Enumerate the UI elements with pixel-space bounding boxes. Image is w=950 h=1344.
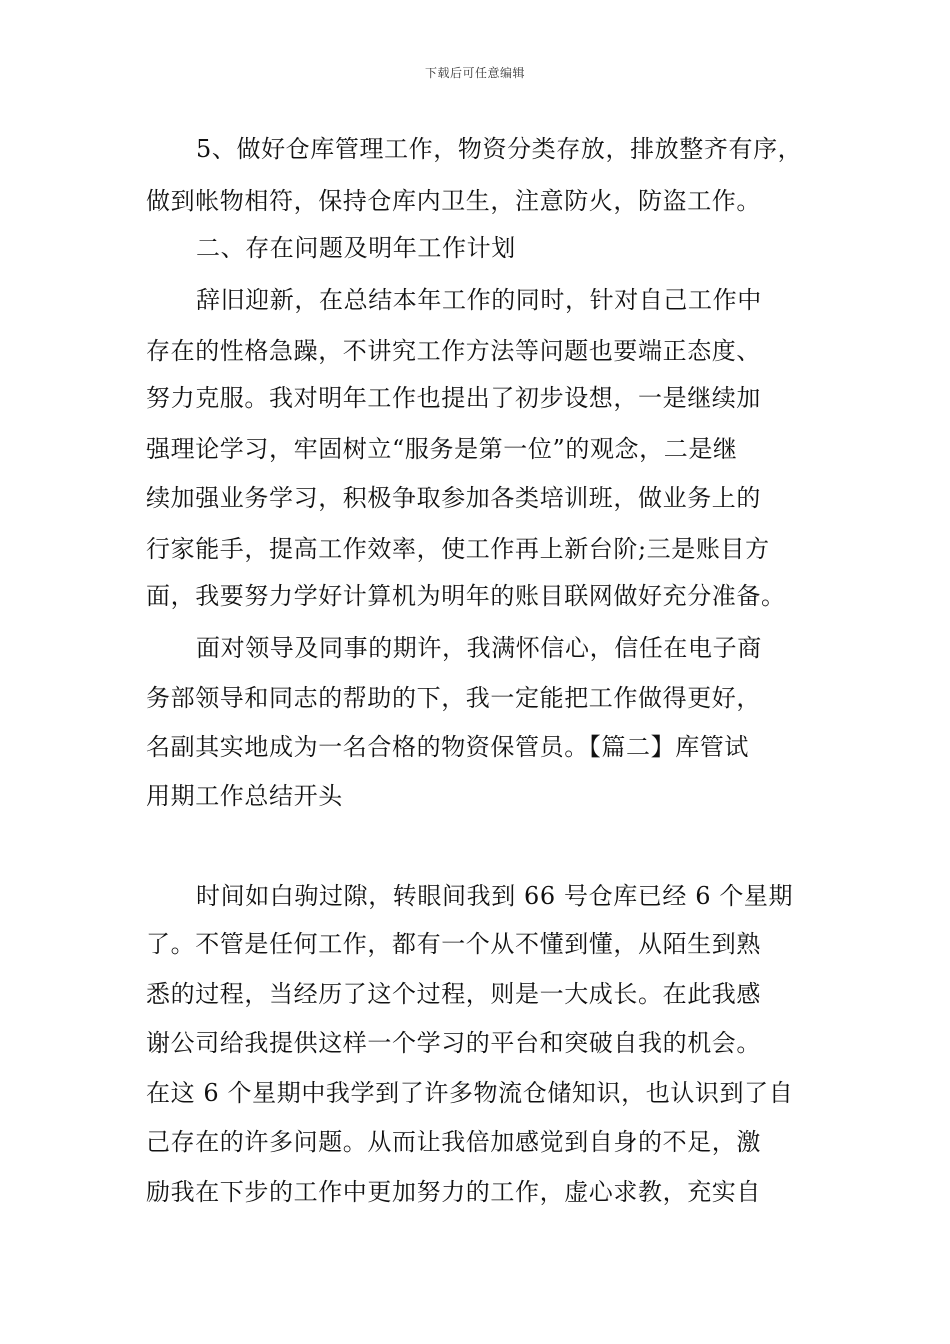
header-note: 下载后可任意编辑 xyxy=(424,66,525,80)
text-line: 做到帐物相符，保持仓库内卫生，注意防火，防盗工作。 xyxy=(146,187,761,215)
text-line: 了。不管是任何工作，都有一个从不懂到懂，从陌生到熟 xyxy=(146,930,761,958)
text-line: 在这 6 个星期中我学到了许多物流仓储知识，也认识到了自 xyxy=(146,1079,794,1107)
text-line: 面对领导及同事的期许，我满怀信心，信任在电子商 xyxy=(196,634,762,662)
text-line: 名副其实地成为一名合格的物资保管员。【篇二】库管试 xyxy=(146,733,749,761)
text-line: 5、做好仓库管理工作，物资分类存放，排放整齐有序， xyxy=(196,135,803,163)
text-line: 辞旧迎新，在总结本年工作的同时，针对自己工作中 xyxy=(196,286,762,314)
text-line: 强理论学习，牢固树立“服务是第一位”的观念，二是继 xyxy=(146,435,738,463)
text-line: 励我在下步的工作中更加努力的工作，虚心求教，充实自 xyxy=(146,1178,761,1206)
text-line: 谢公司给我提供这样一个学习的平台和突破自我的机会。 xyxy=(146,1029,761,1057)
text-line: 行家能手，提高工作效率，使工作再上新台阶;三是账目方 xyxy=(146,535,770,563)
text-line: 时间如白驹过隙，转眼间我到 66 号仓库已经 6 个星期 xyxy=(196,882,794,910)
text-line: 用期工作总结开头 xyxy=(146,782,343,810)
text-line: 悉的过程，当经历了这个过程，则是一大成长。在此我感 xyxy=(146,980,761,1008)
text-line: 务部领导和同志的帮助的下，我一定能把工作做得更好， xyxy=(146,684,761,712)
section-heading: 二、存在问题及明年工作计划 xyxy=(196,234,516,262)
text-line: 面，我要努力学好计算机为明年的账目联网做好充分准备。 xyxy=(146,582,786,610)
text-line: 续加强业务学习，积极争取参加各类培训班，做业务上的 xyxy=(146,484,761,512)
text-line: 存在的性格急躁，不讲究工作方法等问题也要端正态度、 xyxy=(146,337,761,365)
text-line: 努力克服。我对明年工作也提出了初步设想，一是继续加 xyxy=(146,384,761,412)
text-line: 己存在的许多问题。从而让我倍加感觉到自身的不足，激 xyxy=(146,1128,761,1156)
